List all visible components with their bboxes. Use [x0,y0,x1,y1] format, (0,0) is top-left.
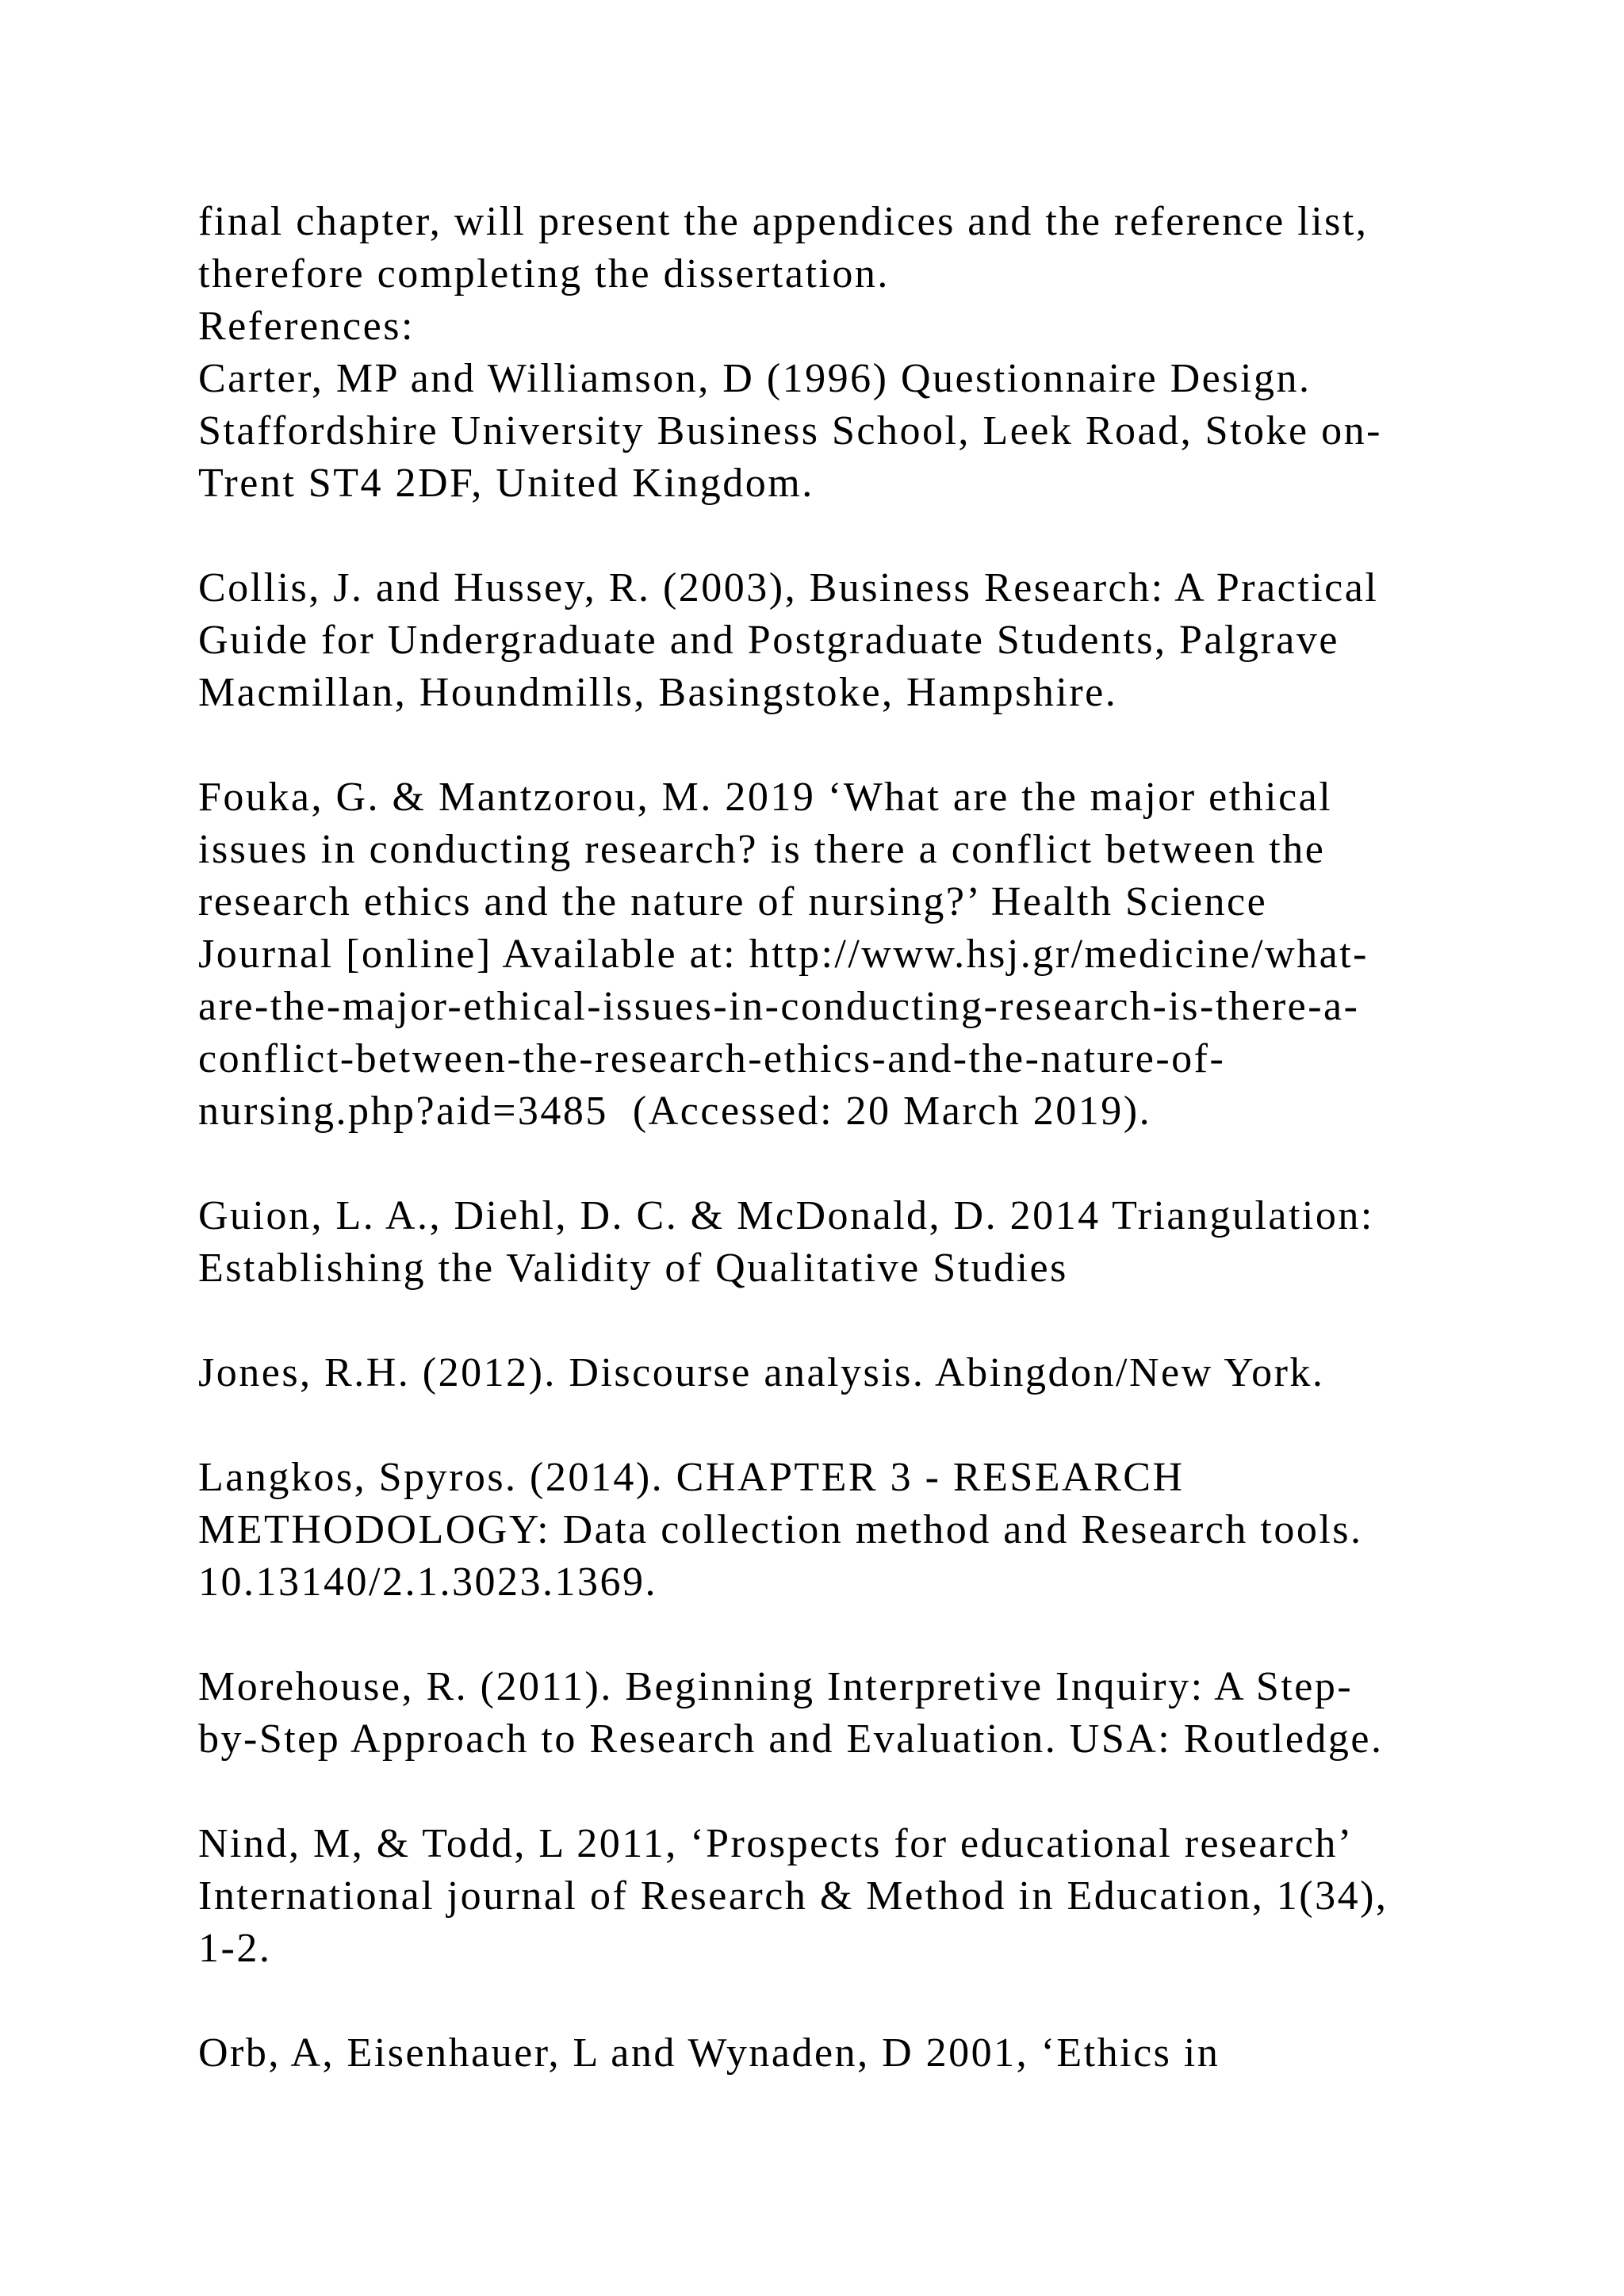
reference-line: Fouka, G. & Mantzorou, M. 2019 ‘What are the major ethical [198,775,1333,820]
reference-line: METHODOLOGY: Data collection method and Research tools. [198,1507,1363,1552]
reference-spacer [198,1138,1435,1190]
reference-spacer [198,1295,1435,1347]
document-body [198,196,1435,2080]
reference-line: Guion, L. A., Diehl, D. C. & McDonald, D. 2014 Triangulation: [198,1193,1374,1238]
reference-spacer [198,1766,1435,1818]
reference-line: by-Step Approach to Research and Evaluation. USA: Routledge. [198,1716,1384,1762]
reference-line: are-the-major-ethical-issues-in-conducting-research-is-there-a- [198,984,1360,1029]
reference-line: Jones, R.H. (2012). Discourse analysis. Abingdon/New York. [198,1350,1325,1395]
reference-entry [198,1347,1435,1399]
reference-line: Trent ST4 2DF, United Kingdom. [198,461,814,506]
reference-line: 10.13140/2.1.3023.1369. [198,1559,657,1605]
reference-line: Collis, J. and Hussey, R. (2003), Business Research: A Practical [198,565,1379,610]
reference-line: Guide for Undergraduate and Postgraduate Students, Palgrave [198,618,1339,663]
intro-line: therefore completing the dissertation. [198,251,890,297]
reference-spacer [198,510,1435,562]
reference-line: Carter, MP and Williamson, D (1996) Questionnaire Design. [198,356,1312,401]
reference-line: Morehouse, R. (2011). Beginning Interpretive Inquiry: A Step- [198,1664,1354,1709]
reference-line: Establishing the Validity of Qualitative Studies [198,1246,1068,1291]
reference-line: 1-2. [198,1926,272,1971]
reference-line: Staffordshire University Business School, Leek Road, Stoke on- [198,408,1382,453]
reference-entry [198,562,1435,719]
reference-spacer [198,719,1435,771]
reference-line: issues in conducting research? is there a conflict between the [198,827,1326,872]
references-heading: References: [198,304,415,349]
reference-line: Langkos, Spyros. (2014). CHAPTER 3 - RESEARCH [198,1455,1185,1500]
reference-entry [198,1190,1435,1295]
intro-line: final chapter, will present the appendices and the reference list, [198,199,1369,244]
reference-line: Orb, A, Eisenhauer, L and Wynaden, D 2001, ‘Ethics in [198,2030,1220,2076]
reference-line: nursing.php?aid=3485 (Accessed: 20 March 2019). [198,1089,1152,1134]
reference-entry [198,771,1435,1138]
reference-entry [198,1452,1435,1609]
reference-line: International journal of Research & Method in Education, 1(34), [198,1873,1388,1919]
reference-line: Journal [online] Available at: http://www.hsj.gr/medicine/what- [198,932,1369,977]
reference-entry [198,1661,1435,1766]
reference-line: research ethics and the nature of nursing?’ Health Science [198,879,1268,924]
reference-line: Macmillan, Houndmills, Basingstoke, Hampshire. [198,670,1118,715]
reference-line: conflict-between-the-research-ethics-and-the-nature-of- [198,1036,1226,1081]
reference-entry [198,1818,1435,1975]
reference-entry [198,353,1435,510]
reference-spacer [198,1399,1435,1452]
reference-spacer [198,1975,1435,2027]
reference-entry [198,2027,1435,2080]
reference-spacer [198,1609,1435,1661]
reference-line: Nind, M, & Todd, L 2011, ‘Prospects for educational research’ [198,1821,1354,1866]
